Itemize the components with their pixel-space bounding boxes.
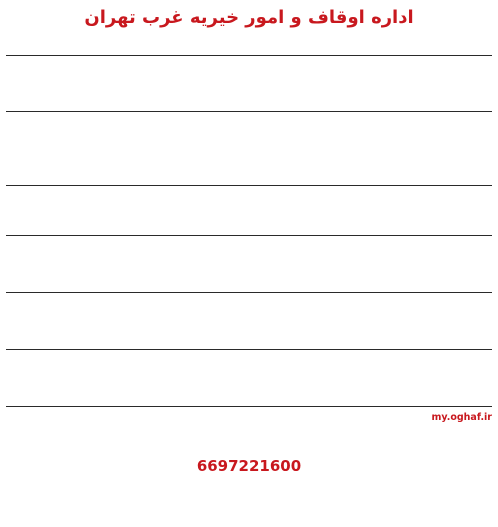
auction-item-base-price	[10, 219, 488, 235]
auction-item-1	[6, 55, 492, 112]
auction-item-base-price	[10, 269, 488, 285]
ad-title: اداره اوقاف و امور خیریه غرب تهران	[84, 7, 414, 28]
auction-item-description	[10, 74, 488, 89]
auction-item-description	[10, 204, 488, 219]
auction-item-title	[10, 352, 488, 368]
contact-phone: 6697221600	[196, 457, 302, 475]
auction-item-2	[6, 112, 492, 186]
ad-intro	[6, 33, 492, 53]
auction-item-title	[10, 114, 488, 130]
auction-item-base-price	[10, 89, 488, 105]
auction-item-title	[10, 58, 488, 74]
website-link[interactable]: my.oghaf.ir	[431, 412, 492, 423]
auction-item-description-cont	[10, 145, 488, 160]
footer-notice	[6, 411, 492, 455]
auction-item-title	[10, 295, 488, 311]
auction-item-title	[10, 188, 488, 204]
auction-item-4	[6, 236, 492, 293]
auction-item-description	[10, 130, 488, 145]
auction-item-base-price	[10, 326, 488, 342]
auction-item-description	[10, 254, 488, 269]
auction-item-description	[10, 368, 488, 383]
auction-items-list	[6, 55, 492, 407]
auction-item-base-price	[10, 383, 488, 399]
auction-item-6	[6, 350, 492, 407]
auction-item-5	[6, 293, 492, 350]
auction-item-base-price	[10, 160, 488, 176]
auction-item-title	[10, 238, 488, 254]
auction-item-3	[6, 186, 492, 236]
auction-item-description	[10, 311, 488, 326]
